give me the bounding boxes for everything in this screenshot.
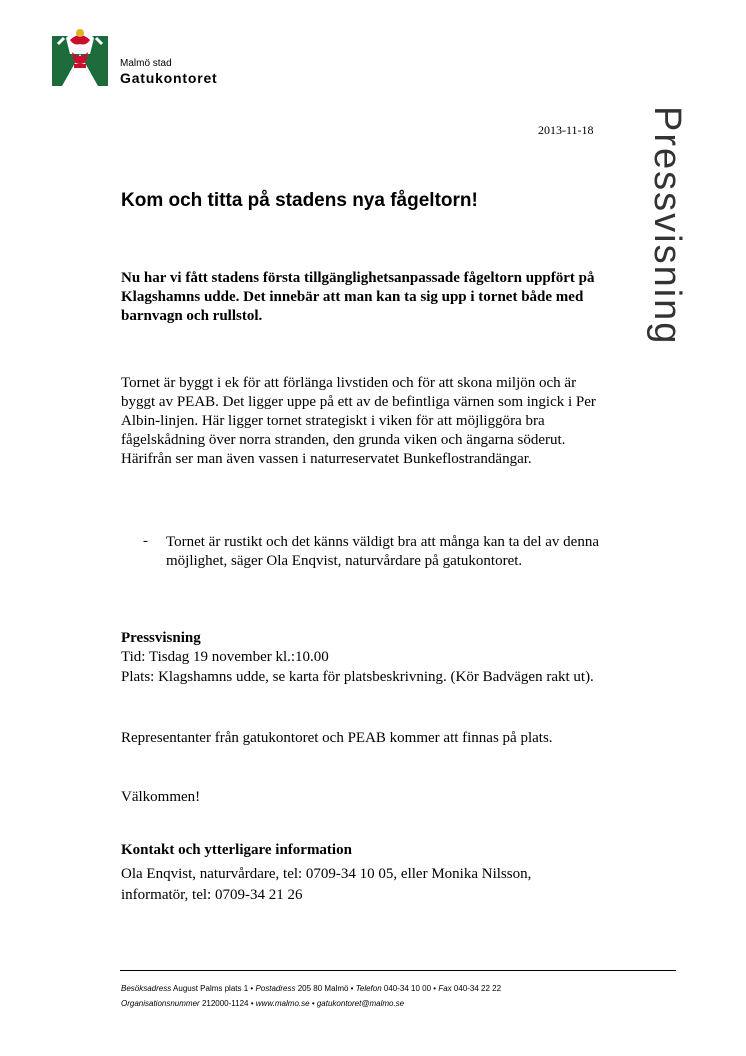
footer-divider <box>120 970 676 971</box>
contact-heading: Kontakt och ytterligare information <box>121 842 352 858</box>
press-showing-heading: Pressvisning <box>121 630 201 646</box>
org-name-department: Gatukontoret <box>120 70 218 86</box>
lead-paragraph: Nu har vi fått stadens första tillgänglighetsanpassade fågeltorn uppfört på Klagshamns udde. Det innebär att man kan ta sig upp i tornet både med barnvagn och rullstol. <box>121 270 595 324</box>
footer-email-link[interactable]: gatukontoret@malmo.se <box>316 999 405 1008</box>
vertical-document-type: Pressvisning <box>646 106 688 346</box>
body-paragraph: Tornet är byggt i ek för att förlänga livstiden och för att skona miljön och är byggt av PEAB. Det ligger uppe på ett av de befintliga värnen som ingick i Per Albin-linjen. Här ligger tornet strategiskt i viken för att möjliggöra bra fågelskådning över norra stranden, den grunda viken och ängarna söderut. Härifrån ser man även vassen i naturreservatet Bunkeflostrandängar. <box>121 375 596 467</box>
footer-orgnr-label: Organisationsnummer <box>121 999 200 1008</box>
welcome-text: Välkommen! <box>121 789 201 805</box>
footer-bullet: • <box>311 999 315 1008</box>
footer-post-value: 205 80 Malmö <box>297 984 349 993</box>
footer-phone-label: Telefon <box>355 984 382 993</box>
footer-visit-value: August Palms plats 1 <box>173 984 249 993</box>
footer-post-label: Postadress <box>255 984 296 993</box>
quote-dash: - <box>143 533 148 549</box>
footer-website-link[interactable]: www.malmo.se <box>255 999 310 1008</box>
footer-orgnr-value: 212000-1124 <box>201 999 249 1008</box>
contact-info: Ola Enqvist, naturvårdare, tel: 0709-34 10 05, eller Monika Nilsson, informatör, tel: 0709-34 21 26 <box>121 866 532 903</box>
footer-bullet: • <box>250 999 254 1008</box>
footer-org-line <box>121 999 404 1008</box>
footer-bullet: • <box>433 984 437 993</box>
footer-address-line <box>121 984 501 993</box>
representatives-note: Representanter från gatukontoret och PEAB kommer att finnas på plats. <box>121 730 553 746</box>
footer-fax-value: 040-34 22 22 <box>453 984 502 993</box>
quote-paragraph: Tornet är rustikt och det känns väldigt bra att många kan ta del av denna möjlighet, säger Ola Enqvist, naturvårdare på gatukontoret. <box>166 534 599 569</box>
malmo-logo <box>52 24 108 86</box>
footer-visit-label: Besöksadress <box>121 984 172 993</box>
footer-phone-value: 040-34 10 00 <box>383 984 432 993</box>
press-time: Tid: Tisdag 19 november kl.:10.00 <box>121 649 329 665</box>
footer-bullet: • <box>350 984 354 993</box>
footer-fax-label: Fax <box>438 984 452 993</box>
org-name-small: Malmö stad <box>120 58 172 69</box>
press-place: Plats: Klagshamns udde, se karta för platsbeskrivning. (Kör Badvägen rakt ut). <box>121 669 594 685</box>
footer-bullet: • <box>250 984 254 993</box>
headline: Kom och titta på stadens nya fågeltorn! <box>121 190 478 211</box>
document-date: 2013-11-18 <box>538 123 594 137</box>
